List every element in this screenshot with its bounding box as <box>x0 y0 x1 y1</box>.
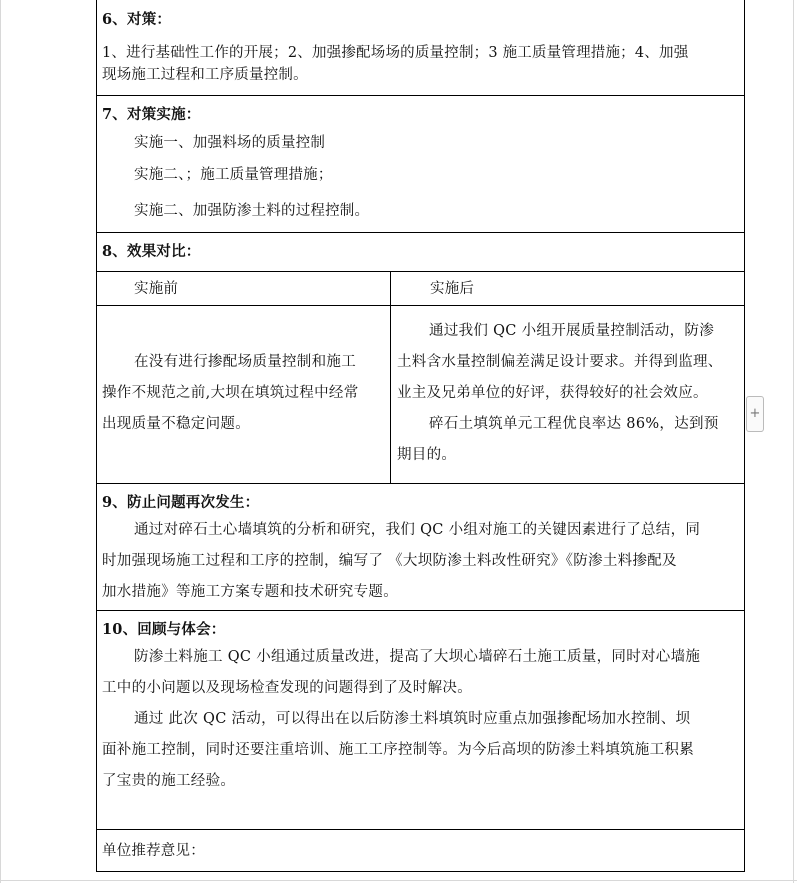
section-7-item: 实施一、加强料场的质量控制 <box>134 135 326 151</box>
page-edge-bottom <box>0 880 797 881</box>
section-10-line: 了宝贵的施工经验。 <box>102 773 236 789</box>
section-10-line: 面补施工控制，同时还要注重培训、施工工序控制等。为今后高坝的防渗土料填筑施工积累 <box>102 742 694 758</box>
before-header: 实施前 <box>134 281 179 297</box>
before-cell <box>102 347 386 440</box>
section-8-title: 8、效果对比： <box>102 243 201 260</box>
row-divider <box>96 271 745 272</box>
before-line: 在没有进行掺配场质量控制和施工 <box>134 354 356 370</box>
add-column-icon[interactable]: + <box>746 396 764 432</box>
section-7-item: 实施二、加强防渗土料的过程控制。 <box>134 203 370 219</box>
section-7-title: 7、对策实施： <box>102 106 201 123</box>
column-divider <box>390 271 391 483</box>
after-cell <box>397 316 741 471</box>
section-6-line: 现场施工过程和工序质量控制。 <box>102 67 308 83</box>
page-edge-left <box>0 0 1 883</box>
before-line: 操作不规范之前,大坝在填筑过程中经常 <box>102 385 359 401</box>
after-line: 土料含水量控制偏差满足设计要求。并得到监理、 <box>397 354 723 370</box>
section-6-title: 6、对策： <box>102 11 172 28</box>
after-line: 业主及兄弟单位的好评，获得较好的社会效应。 <box>397 385 708 401</box>
row-divider <box>96 95 745 96</box>
section-9-line: 通过对碎石土心墙填筑的分析和研究，我们 QC 小组对施工的关键因素进行了总结，同 <box>134 522 701 538</box>
section-6-line: 1、进行基础性工作的开展；2、加强掺配场场的质量控制；3 施工质量管理措施；4、加强 <box>102 45 689 61</box>
section-10-line: 防渗土料施工 QC 小组通过质量改进，提高了大坝心墙碎石土施工质量，同时对心墙施 <box>134 649 701 665</box>
after-line: 碎石土填筑单元工程优良率达 86%，达到预 <box>429 416 719 432</box>
section-9-line: 加水措施》等施工方案专题和技术研究专题。 <box>102 584 398 600</box>
section-10-title: 10、回顾与体会： <box>102 621 226 638</box>
footer-label: 单位推荐意见： <box>102 843 205 859</box>
row-divider <box>96 232 745 233</box>
section-9-body <box>102 515 742 608</box>
section-10-body <box>102 642 742 797</box>
section-9-line: 时加强现场施工过程和工序的控制，编写了 《大坝防渗土料改性研究》《防渗土料掺配及 <box>102 553 677 569</box>
after-header: 实施后 <box>430 281 475 297</box>
section-10-line: 通过 此次 QC 活动，可以得出在以后防渗土料填筑时应重点加强掺配场加水控制、坝 <box>134 711 691 727</box>
row-divider <box>96 829 745 830</box>
after-line: 通过我们 QC 小组开展质量控制活动，防渗 <box>429 323 714 339</box>
row-divider <box>96 305 745 306</box>
section-7-item: 实施二、；施工质量管理措施； <box>134 167 333 183</box>
page-edge-right <box>793 0 794 883</box>
section-10-line: 工中的小问题以及现场检查发现的问题得到了及时解决。 <box>102 680 472 696</box>
document-table <box>96 0 745 872</box>
table-border-bottom <box>96 871 745 872</box>
before-line: 出现质量不稳定问题。 <box>102 416 250 432</box>
section-9-title: 9、防止问题再次发生： <box>102 494 260 511</box>
table-border-left <box>96 0 97 872</box>
row-divider <box>96 483 745 484</box>
table-border-right <box>744 0 745 872</box>
after-line: 期目的。 <box>397 447 457 463</box>
row-divider <box>96 610 745 611</box>
